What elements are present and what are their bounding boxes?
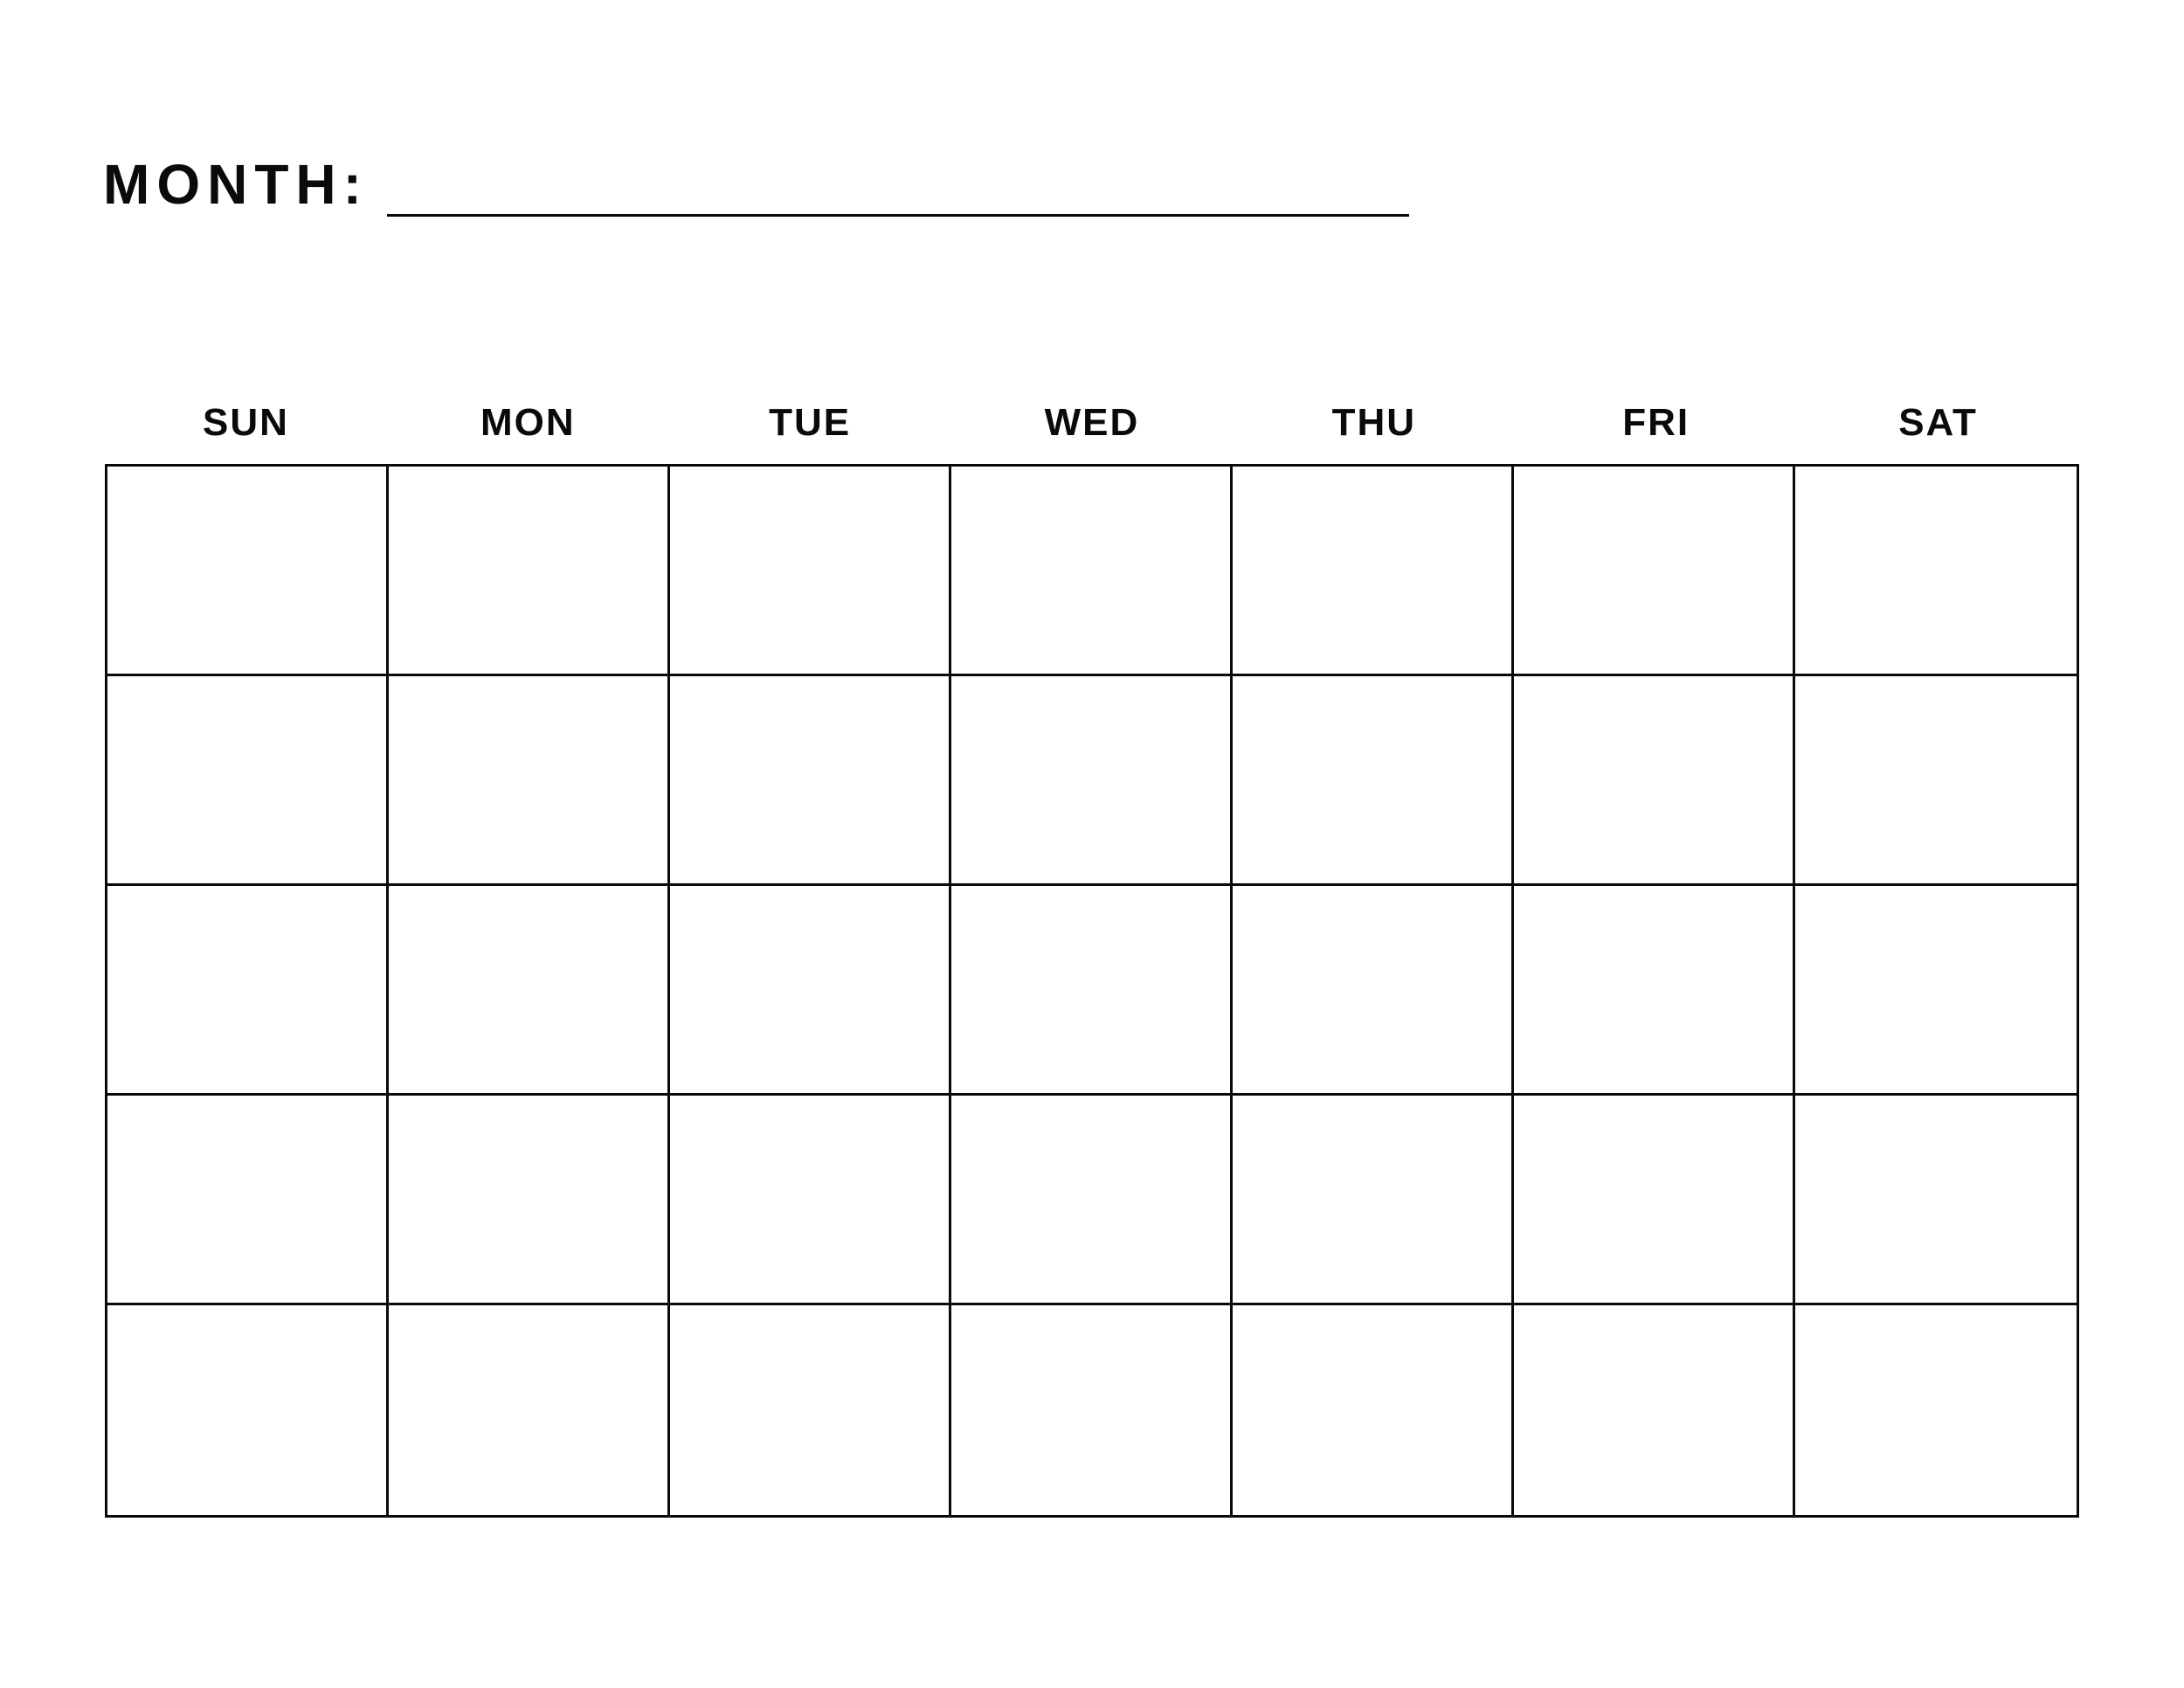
day-header-mon: MON bbox=[480, 401, 576, 444]
calendar-cell-r1-c3 bbox=[670, 467, 951, 676]
calendar-grid bbox=[105, 464, 2079, 1518]
calendar-cell-r2-c6 bbox=[1514, 676, 1795, 886]
calendar-cell-r5-c5 bbox=[1233, 1305, 1514, 1515]
calendar-cell-r4-c6 bbox=[1514, 1096, 1795, 1305]
calendar-cell-r2-c1 bbox=[107, 676, 389, 886]
calendar-cell-r2-c5 bbox=[1233, 676, 1514, 886]
calendar-cell-r3-c1 bbox=[107, 886, 389, 1096]
day-header-sat: SAT bbox=[1898, 401, 1978, 444]
calendar-cell-r2-c4 bbox=[951, 676, 1233, 886]
calendar-cell-r5-c4 bbox=[951, 1305, 1233, 1515]
calendar-cell-r4-c2 bbox=[389, 1096, 670, 1305]
calendar-cell-r3-c5 bbox=[1233, 886, 1514, 1096]
day-header-sun: SUN bbox=[202, 401, 289, 444]
calendar-cell-r2-c2 bbox=[389, 676, 670, 886]
calendar-cell-r1-c6 bbox=[1514, 467, 1795, 676]
calendar-cell-r5-c2 bbox=[389, 1305, 670, 1515]
calendar-cell-r4-c5 bbox=[1233, 1096, 1514, 1305]
month-label: MONTH: bbox=[103, 153, 369, 216]
calendar-cell-r5-c1 bbox=[107, 1305, 389, 1515]
day-header-wed: WED bbox=[1044, 401, 1140, 444]
calendar-cell-r1-c2 bbox=[389, 467, 670, 676]
calendar-cell-r1-c1 bbox=[107, 467, 389, 676]
day-header-tue: TUE bbox=[769, 401, 852, 444]
month-fill-in-line bbox=[387, 214, 1409, 217]
calendar-cell-r4-c4 bbox=[951, 1096, 1233, 1305]
calendar-cell-r4-c7 bbox=[1795, 1096, 2077, 1305]
calendar-cell-r5-c6 bbox=[1514, 1305, 1795, 1515]
calendar-cell-r2-c3 bbox=[670, 676, 951, 886]
calendar-cell-r5-c3 bbox=[670, 1305, 951, 1515]
day-header-fri: FRI bbox=[1622, 401, 1690, 444]
calendar-cell-r4-c3 bbox=[670, 1096, 951, 1305]
calendar-cell-r4-c1 bbox=[107, 1096, 389, 1305]
calendar-cell-r3-c2 bbox=[389, 886, 670, 1096]
calendar-cell-r1-c7 bbox=[1795, 467, 2077, 676]
calendar-cell-r1-c5 bbox=[1233, 467, 1514, 676]
calendar-cell-r3-c7 bbox=[1795, 886, 2077, 1096]
day-header-row bbox=[105, 401, 2079, 445]
calendar-cell-r5-c7 bbox=[1795, 1305, 2077, 1515]
day-header-thu: THU bbox=[1331, 401, 1417, 444]
calendar-cell-r3-c3 bbox=[670, 886, 951, 1096]
calendar-cell-r3-c6 bbox=[1514, 886, 1795, 1096]
calendar-cell-r2-c7 bbox=[1795, 676, 2077, 886]
calendar-cell-r1-c4 bbox=[951, 467, 1233, 676]
calendar-cell-r3-c4 bbox=[951, 886, 1233, 1096]
